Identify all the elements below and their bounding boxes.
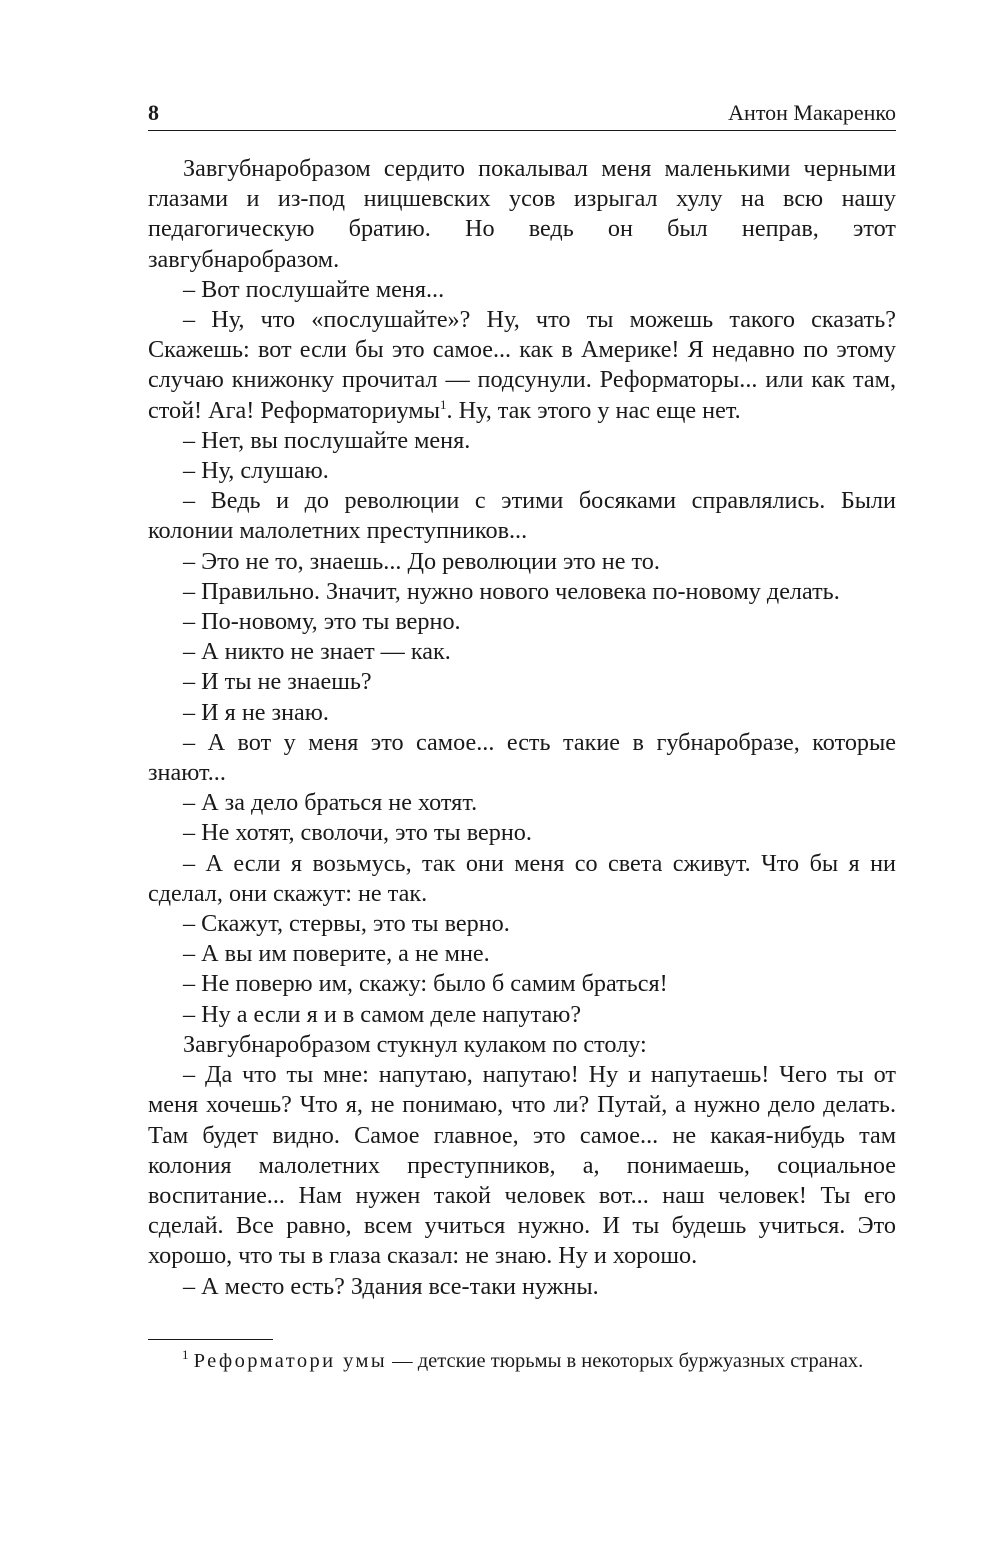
body-text bbox=[148, 154, 896, 1302]
paragraph: – А вот у меня это самое... есть такие в губнаробразе, которые знают... bbox=[148, 728, 896, 787]
paragraph: – А за дело браться не хотят. bbox=[183, 789, 478, 817]
paragraph-text: . Ну, так этого у нас еще нет. bbox=[446, 396, 741, 424]
paragraph: – А никто не знает — как. bbox=[183, 638, 451, 666]
paragraph: – Ну а если я и в самом деле напутаю? bbox=[183, 1000, 582, 1028]
paragraph: – Скажут, стервы, это ты верно. bbox=[183, 910, 510, 938]
paragraph: – И ты не знаешь? bbox=[183, 668, 372, 696]
paragraph: – Ведь и до революции с этими босяками справлялись. Были колонии малолетних преступников... bbox=[148, 487, 896, 545]
paragraph bbox=[148, 305, 896, 426]
paragraph: – Ну, слушаю. bbox=[183, 457, 329, 485]
paragraph-text: – Ну, что «послушайте»? Ну, что ты можешь такого сказать? Скажешь: вот если бы это самое... как в Америке! Я недавно по этому случаю книжонку прочитал — подсунули. Реформаторы... или как там, стой! Ага! Реформаториумы bbox=[148, 306, 896, 424]
paragraph: – А если я возьмусь, так они меня со света сживут. Что бы я ни сделал, они скажут: не так. bbox=[148, 849, 896, 907]
paragraph: – Да что ты мне: напутаю, напутаю! Ну и напутаешь! Чего ты от меня хочешь? Что я, не понимаю, что ли? Путай, а нужно дело делать. Там будет видно. Самое главное, это самое... не какая-нибудь там колония малолетних преступников, а, понимаешь, социальное воспитание... Нам нужен такой человек вот... наш человек! Ты его сделай. Все равно, всем учиться нужно. И ты будешь учиться. Это хорошо, что ты в глаза сказал: не знаю. Ну и хорошо. bbox=[148, 1061, 896, 1270]
footnote bbox=[148, 1348, 896, 1375]
paragraph: Завгубнаробразом сердито покалывал меня маленькими черными глазами и из-под ницшевских усов изрыгал хулу на всю нашу педагогическую братию. Но ведь он был неправ, этот завгубнаробразом. bbox=[148, 155, 896, 273]
footnote-term: Реформатори умы bbox=[193, 1350, 387, 1372]
paragraph: – Не поверю им, скажу: было б самим браться! bbox=[183, 970, 668, 998]
paragraph: – И я не знаю. bbox=[183, 698, 329, 726]
footnote-divider bbox=[148, 1339, 273, 1340]
paragraph: – Нет, вы послушайте меня. bbox=[183, 426, 471, 454]
page-header bbox=[148, 96, 896, 131]
paragraph: Завгубнаробразом стукнул кулаком по столу: bbox=[183, 1030, 647, 1058]
paragraph: – Не хотят, сволочи, это ты верно. bbox=[183, 819, 532, 847]
paragraph: – Правильно. Значит, нужно нового человека по-новому делать. bbox=[183, 577, 840, 605]
paragraph: – По-новому, это ты верно. bbox=[183, 608, 461, 636]
paragraph: – Это не то, знаешь... До революции это не то. bbox=[183, 547, 660, 575]
running-head: Антон Макаренко bbox=[728, 100, 896, 125]
paragraph: – А вы им поверите, а не мне. bbox=[183, 940, 490, 968]
footnote-reference: 1 bbox=[439, 396, 447, 412]
paragraph: – Вот послушайте меня... bbox=[183, 275, 445, 303]
footnote-mark: 1 bbox=[182, 1347, 189, 1363]
paragraph: – А место есть? Здания все-таки нужны. bbox=[183, 1272, 599, 1300]
footnote-text: — детские тюрьмы в некоторых буржуазных странах. bbox=[387, 1350, 864, 1372]
page-number: 8 bbox=[148, 100, 159, 125]
